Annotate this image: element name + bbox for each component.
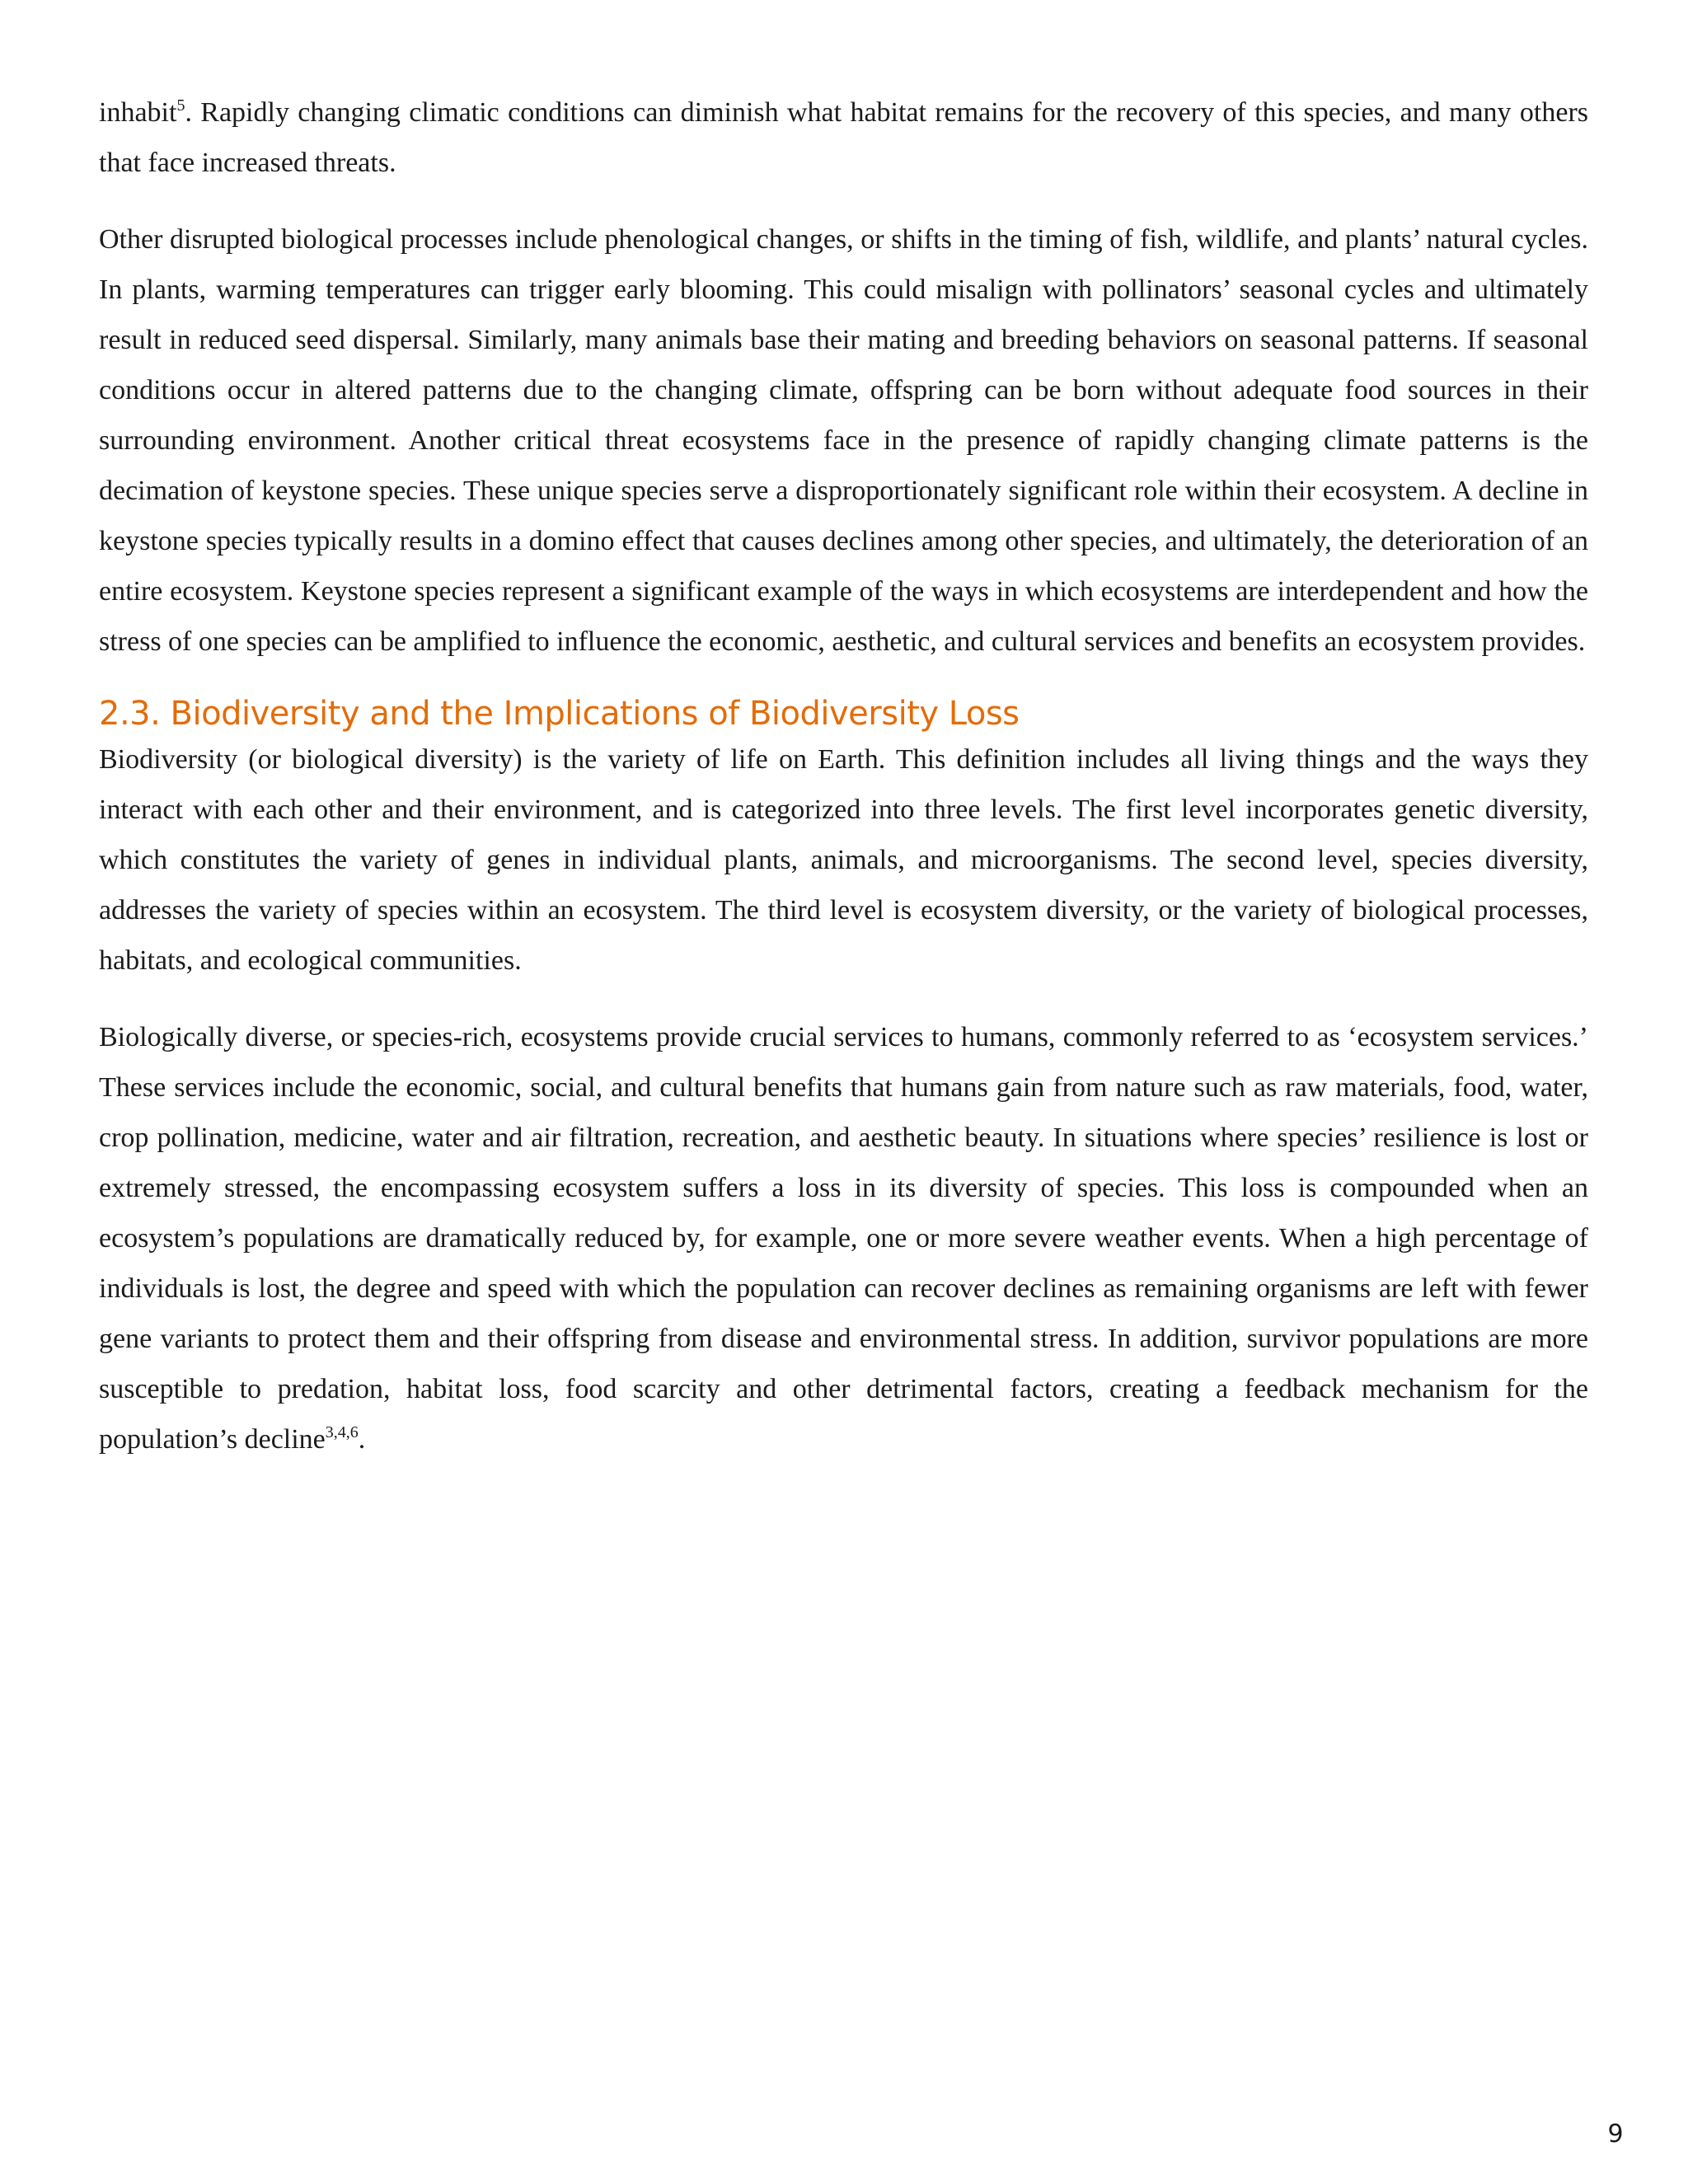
paragraph-text: . Rapidly changing climatic conditions can diminish what habitat remains for the recovery of this species, and many others that face increased threats. xyxy=(99,97,1588,178)
paragraph-continuation xyxy=(99,87,1588,188)
paragraph-text: inhabit xyxy=(99,97,177,128)
page-number: 9 xyxy=(1607,2120,1624,2149)
paragraph-ecosystem-services xyxy=(99,1012,1588,1465)
paragraph-phenology: Other disrupted biological processes include phenological changes, or shifts in the timing of fish, wildlife, and plants’ natural cycles. In plants, warming temperatures can trigger early blooming. This could misalign with pollinators’ seasonal cycles and ultimately result in reduced seed dispersal. Similarly, many animals base their mating and breeding behaviors on seasonal patterns. If seasonal conditions occur in altered patterns due to the changing climate, offspring can be born without adequate food sources in their surrounding environment. Another critical threat ecosystems face in the presence of rapidly changing climate patterns is the decimation of keystone species. These unique species serve a disproportionately significant role within their ecosystem. A decline in keystone species typically results in a domino effect that causes declines among other species, and ultimately, the deterioration of an entire ecosystem. Keystone species represent a significant example of the ways in which ecosystems are interdependent and how the stress of one species can be amplified to influence the economic, aesthetic, and cultural services and benefits an ecosystem provides. xyxy=(99,224,1588,657)
citation-superscript: 5 xyxy=(176,96,185,115)
paragraph-biodiversity-definition: Biodiversity (or biological diversity) is the variety of life on Earth. This definition includes all living things and the ways they interact with each other and their environment, and is categorized into three levels. The first level incorporates genetic diversity, which constitutes the variety of genes in individual plants, animals, and microorganisms. The second level, species diversity, addresses the variety of species within an ecosystem. The third level is ecosystem diversity, or the variety of biological processes, habitats, and ecological communities. xyxy=(99,744,1588,976)
paragraph-text: . xyxy=(358,1424,366,1455)
paragraph-text: Biologically diverse, or species-rich, ecosystems provide crucial services to humans, commonly referred to as ‘ecosystem services.’ These services include the economic, social, and cultural benefits that humans gain from nature such as raw materials, food, water, crop pollination, medicine, water and air filtration, recreation, and aesthetic beauty. In situations where species’ resilience is lost or extremely stressed, the encompassing ecosystem suffers a loss in its diversity of species. This loss is compounded when an ecosystem’s populations are dramatically reduced by, for example, one or more severe weather events. When a high percentage of individuals is lost, the degree and speed with which the population can recover declines as remaining organisms are left with fewer gene variants to protect them and their offspring from disease and environmental stress. In addition, survivor populations are more susceptible to predation, habitat loss, food scarcity and other detrimental factors, creating a feedback mechanism for the population’s decline xyxy=(99,1022,1588,1455)
page-content xyxy=(99,87,1588,1465)
citation-superscript: 3,4,6 xyxy=(325,1423,359,1441)
section-heading: 2.3. Biodiversity and the Implications of Biodiversity Loss xyxy=(99,695,1020,733)
